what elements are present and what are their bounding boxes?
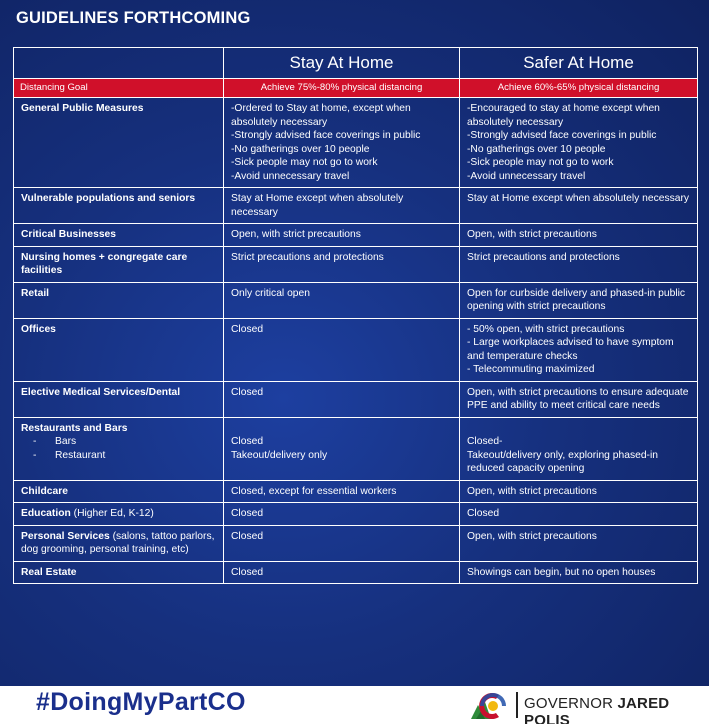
colorado-c-logo-icon <box>468 689 510 721</box>
stay-at-home-cell <box>224 381 460 417</box>
safer-at-home-cell: Achieve 60%-65% physical distancing <box>460 79 698 98</box>
column-header-stay-at-home: Stay At Home <box>224 48 460 79</box>
row-label <box>14 561 224 584</box>
stay-at-home-cell <box>224 561 460 584</box>
cell-line: Closed- <box>467 436 503 447</box>
cell-line: -Avoid unnecessary travel <box>231 170 350 182</box>
row-label <box>14 318 224 381</box>
cell-line: Strict precautions and protections <box>467 251 620 263</box>
table-row <box>14 188 698 224</box>
cell-line: Open, with strict precautions <box>231 229 361 240</box>
cell-line: Only critical open <box>231 287 310 299</box>
table-row <box>14 246 698 282</box>
cell-line <box>231 422 452 436</box>
row-label-text: Education <box>21 508 71 519</box>
table-row <box>14 525 698 561</box>
stay-at-home-cell <box>224 98 460 188</box>
stay-at-home-cell <box>224 480 460 503</box>
safer-at-home-cell <box>460 525 698 561</box>
row-label-text: Retail <box>21 287 50 299</box>
footer-divider <box>516 692 518 718</box>
cell-line: Closed <box>231 323 264 335</box>
row-label <box>14 246 224 282</box>
cell-line <box>467 422 690 436</box>
row-label-text: Restaurants and Bars <box>21 422 128 434</box>
row-label <box>14 525 224 561</box>
cell-line: Takeout/delivery only <box>231 449 328 461</box>
row-label-text: General Public Measures <box>21 103 144 114</box>
safer-at-home-cell <box>460 224 698 247</box>
row-label <box>14 98 224 188</box>
table-row <box>14 98 698 188</box>
cell-line: Closed <box>467 508 500 519</box>
cell-line: Closed <box>231 566 264 578</box>
safer-at-home-cell <box>460 381 698 417</box>
table-row <box>14 381 698 417</box>
cell-line: Closed <box>231 386 264 398</box>
cell-line: -No gatherings over 10 people <box>467 143 606 155</box>
safer-at-home-cell <box>460 188 698 224</box>
cell-line: Closed <box>231 436 264 447</box>
stay-at-home-cell <box>224 525 460 561</box>
column-header-empty <box>14 48 224 79</box>
cell-line: -Encouraged to stay at home except when absolutely necessary <box>467 103 663 128</box>
row-subitem <box>21 449 216 463</box>
cell-line: -Sick people may not go to work <box>231 157 378 168</box>
cell-line: -Ordered to Stay at home, except when absolutely necessary <box>231 103 414 128</box>
row-label-text: Vulnerable populations and seniors <box>21 193 196 204</box>
stay-at-home-cell <box>224 503 460 526</box>
subitem-bullet: - <box>33 449 37 461</box>
row-label <box>14 480 224 503</box>
cell-line: -No gatherings over 10 people <box>231 143 370 155</box>
table-row <box>14 561 698 584</box>
guidelines-table <box>13 47 698 584</box>
row-label <box>14 188 224 224</box>
row-label-detail: (salons, tattoo parlors, dog grooming, personal training, etc) <box>21 530 215 555</box>
cell-line: Open, with strict precautions <box>467 229 597 240</box>
row-label <box>14 224 224 247</box>
table-row <box>14 480 698 503</box>
cell-line: Open for curbside delivery and phased-in public opening with strict precautions <box>467 287 688 312</box>
cell-line: -Strongly advised face coverings in public <box>467 130 657 141</box>
table-row <box>14 503 698 526</box>
hashtag: #DoingMyPartCO <box>36 688 246 716</box>
cell-line: - Large workplaces advised to have symptom and temperature checks <box>467 337 677 362</box>
safer-at-home-cell <box>460 417 698 480</box>
safer-at-home-cell <box>460 561 698 584</box>
safer-at-home-cell <box>460 98 698 188</box>
stay-at-home-cell <box>224 282 460 318</box>
cell-line: -Strongly advised face coverings in public <box>231 130 421 141</box>
row-label <box>14 282 224 318</box>
distancing-goal-row <box>14 79 698 98</box>
stay-at-home-cell <box>224 246 460 282</box>
stay-at-home-cell <box>224 417 460 480</box>
cell-line: Showings can begin, but no open houses <box>467 566 656 578</box>
footer <box>0 686 709 724</box>
table-row <box>14 224 698 247</box>
stay-at-home-cell: Achieve 75%-80% physical distancing <box>224 79 460 98</box>
cell-line: Stay at Home except when absolutely necessary <box>231 193 407 218</box>
cell-line: -Avoid unnecessary travel <box>467 170 586 182</box>
row-subitem <box>21 435 216 449</box>
row-label: Distancing Goal <box>14 79 224 98</box>
table-header-row <box>14 48 698 79</box>
safer-at-home-cell <box>460 282 698 318</box>
safer-at-home-cell <box>460 318 698 381</box>
cell-line: Closed <box>231 508 264 519</box>
safer-at-home-cell <box>460 480 698 503</box>
row-label <box>14 417 224 480</box>
row-label <box>14 503 224 526</box>
safer-at-home-cell <box>460 246 698 282</box>
row-label-text: Elective Medical Services/Dental <box>21 386 181 398</box>
subitem-bullet: - <box>33 436 37 447</box>
governor-name: JARED POLIS <box>524 695 670 724</box>
cell-line: Open, with strict precautions <box>467 485 597 497</box>
cell-line: Open, with strict precautions to ensure adequate PPE and ability to meet critical care needs <box>467 386 692 411</box>
row-label-text: Childcare <box>21 485 68 497</box>
cell-line: -Sick people may not go to work <box>467 157 614 168</box>
row-label-text: Real Estate <box>21 566 77 578</box>
cell-line: Closed <box>231 530 264 542</box>
column-header-safer-at-home: Safer At Home <box>460 48 698 79</box>
cell-line: Closed, except for essential workers <box>231 485 397 497</box>
stay-at-home-cell <box>224 224 460 247</box>
cell-line: Takeout/delivery only, exploring phased-in reduced capacity opening <box>467 449 661 474</box>
row-label-text: Nursing homes + congregate care facilities <box>21 251 188 276</box>
row-label <box>14 381 224 417</box>
table-row <box>14 318 698 381</box>
subitem-text: Restaurant <box>55 449 106 461</box>
governor-prefix: GOVERNOR <box>524 695 618 712</box>
table-row <box>14 417 698 480</box>
table-row <box>14 282 698 318</box>
page-title: GUIDELINES FORTHCOMING <box>16 9 251 27</box>
governor-signature <box>524 695 709 724</box>
cell-line: Stay at Home except when absolutely necessary <box>467 193 690 204</box>
stay-at-home-cell <box>224 188 460 224</box>
row-label-detail: (Higher Ed, K-12) <box>70 508 154 519</box>
row-label-text: Critical Businesses <box>21 229 117 240</box>
cell-line: Open, with strict precautions <box>467 530 597 542</box>
row-label-text: Offices <box>21 323 56 335</box>
cell-line: - Telecommuting maximized <box>467 364 595 375</box>
stay-at-home-cell <box>224 318 460 381</box>
row-label-text: Personal Services <box>21 530 110 542</box>
safer-at-home-cell <box>460 503 698 526</box>
cell-line: - 50% open, with strict precautions <box>467 323 625 335</box>
cell-line: Strict precautions and protections <box>231 251 384 263</box>
subitem-text: Bars <box>55 436 77 447</box>
